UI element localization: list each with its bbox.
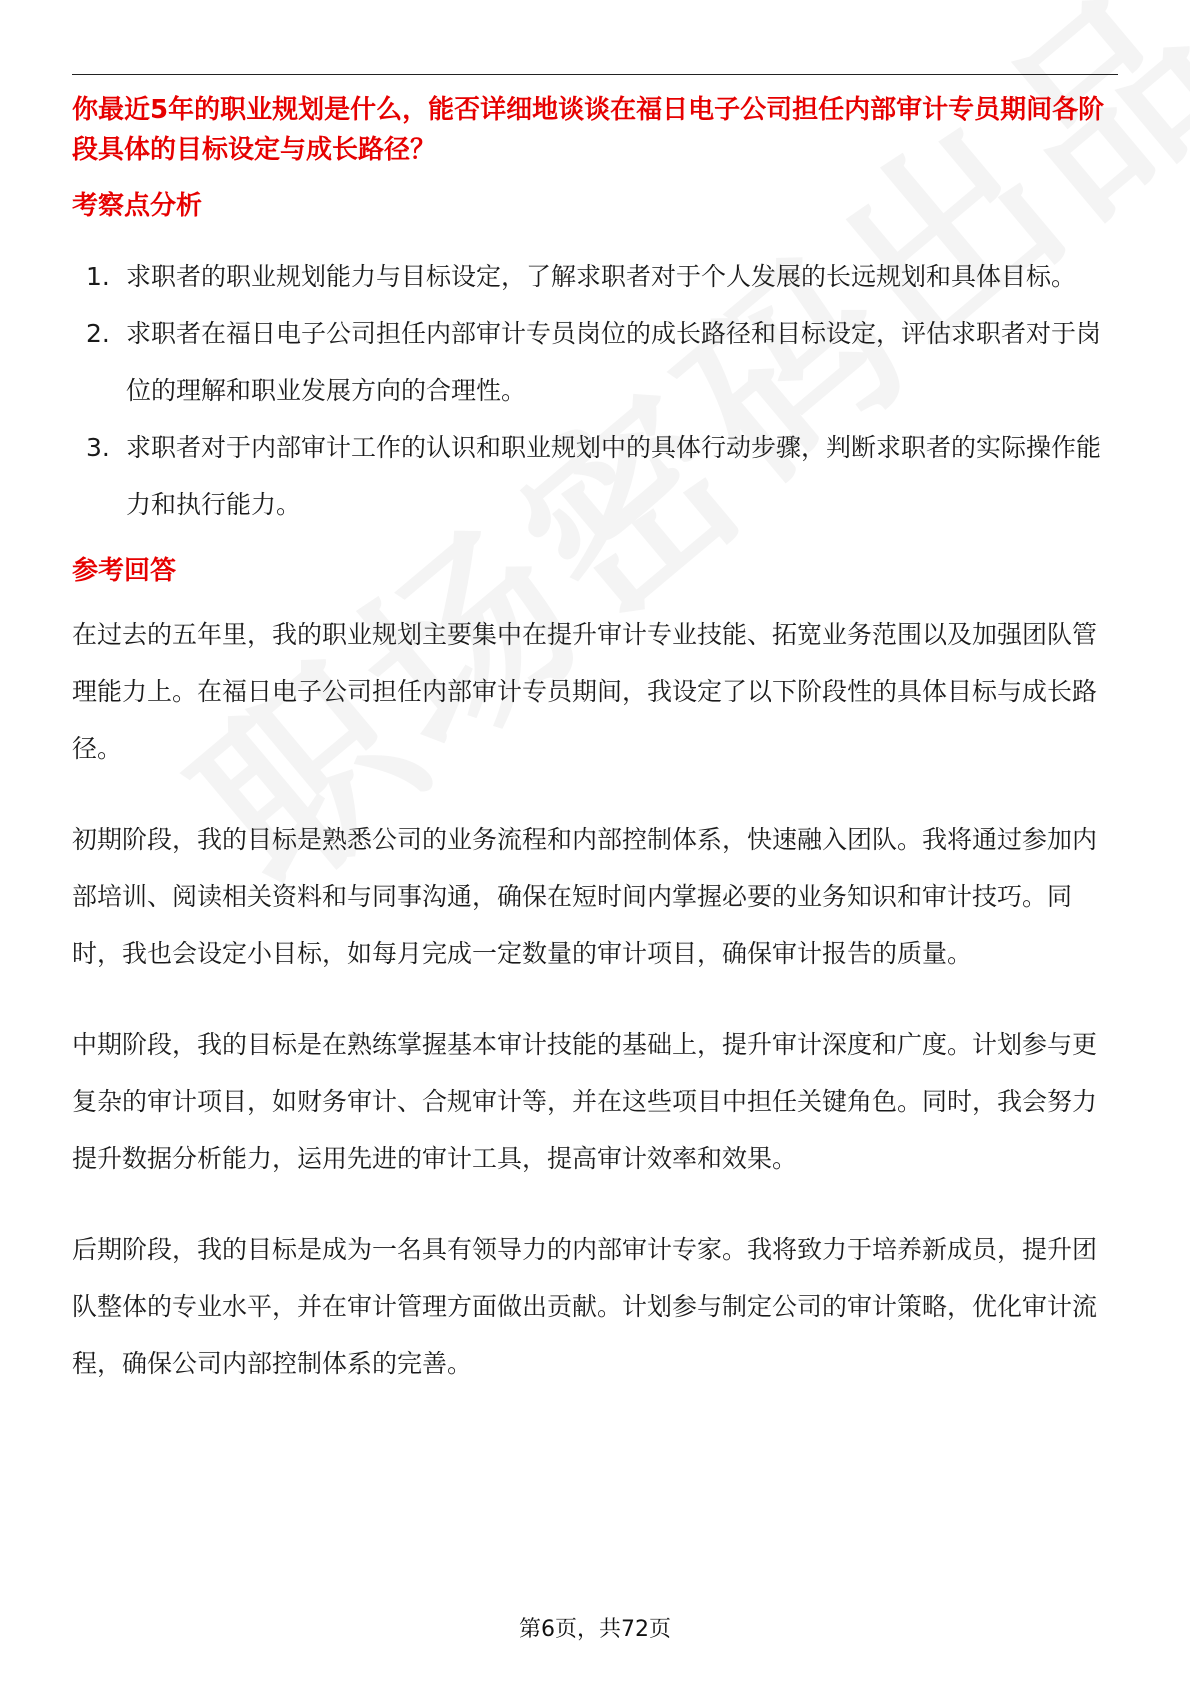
answer-paragraph: 在过去的五年里，我的职业规划主要集中在提升审计专业技能、拓宽业务范围以及加强团队管理能力上。在福日电子公司担任内部审计专员期间，我设定了以下阶段性的具体目标与成长路径。	[72, 620, 1098, 763]
list-item	[72, 248, 1118, 305]
answer-section-title: 参考回答	[72, 556, 177, 586]
question-heading: 你最近5年的职业规划是什么，能否详细地谈谈在福日电子公司担任内部审计专员期间各阶段具体的目标设定与成长路径？	[72, 95, 1105, 165]
top-divider	[72, 74, 1118, 75]
answer-paragraph: 初期阶段，我的目标是熟悉公司的业务流程和内部控制体系，快速融入团队。我将通过参加内部培训、阅读相关资料和与同事沟通，确保在短时间内掌握必要的业务知识和审计技巧。同时，我也会设定小目标，如每月完成一定数量的审计项目，确保审计报告的质量。	[72, 825, 1098, 968]
list-item-text: 求职者对于内部审计工作的认识和职业规划中的具体行动步骤，判断求职者的实际操作能力和执行能力。	[126, 433, 1102, 519]
analysis-section-title: 考察点分析	[72, 191, 203, 221]
list-item-text: 求职者在福日电子公司担任内部审计专员岗位的成长路径和目标设定，评估求职者对于岗位的理解和职业发展方向的合理性。	[126, 319, 1102, 405]
list-item-number: 3.	[86, 433, 110, 462]
list-item	[72, 419, 1118, 533]
list-item	[72, 305, 1118, 419]
list-item-text: 求职者的职业规划能力与目标设定，了解求职者对于个人发展的长远规划和具体目标。	[126, 262, 1077, 291]
document-body	[72, 90, 1118, 1392]
page-number-footer: 第6页，共72页	[519, 1617, 671, 1642]
analysis-points-list	[72, 248, 1118, 533]
list-item-number: 2.	[86, 319, 110, 348]
answer-paragraph: 后期阶段，我的目标是成为一名具有领导力的内部审计专家。我将致力于培养新成员，提升团队整体的专业水平，并在审计管理方面做出贡献。计划参与制定公司的审计策略，优化审计流程，确保公司内部控制体系的完善。	[72, 1235, 1098, 1378]
answer-paragraph: 中期阶段，我的目标是在熟练掌握基本审计技能的基础上，提升审计深度和广度。计划参与更复杂的审计项目，如财务审计、合规审计等，并在这些项目中担任关键角色。同时，我会努力提升数据分析能力，运用先进的审计工具，提高审计效率和效果。	[72, 1030, 1098, 1173]
list-item-number: 1.	[86, 262, 110, 291]
